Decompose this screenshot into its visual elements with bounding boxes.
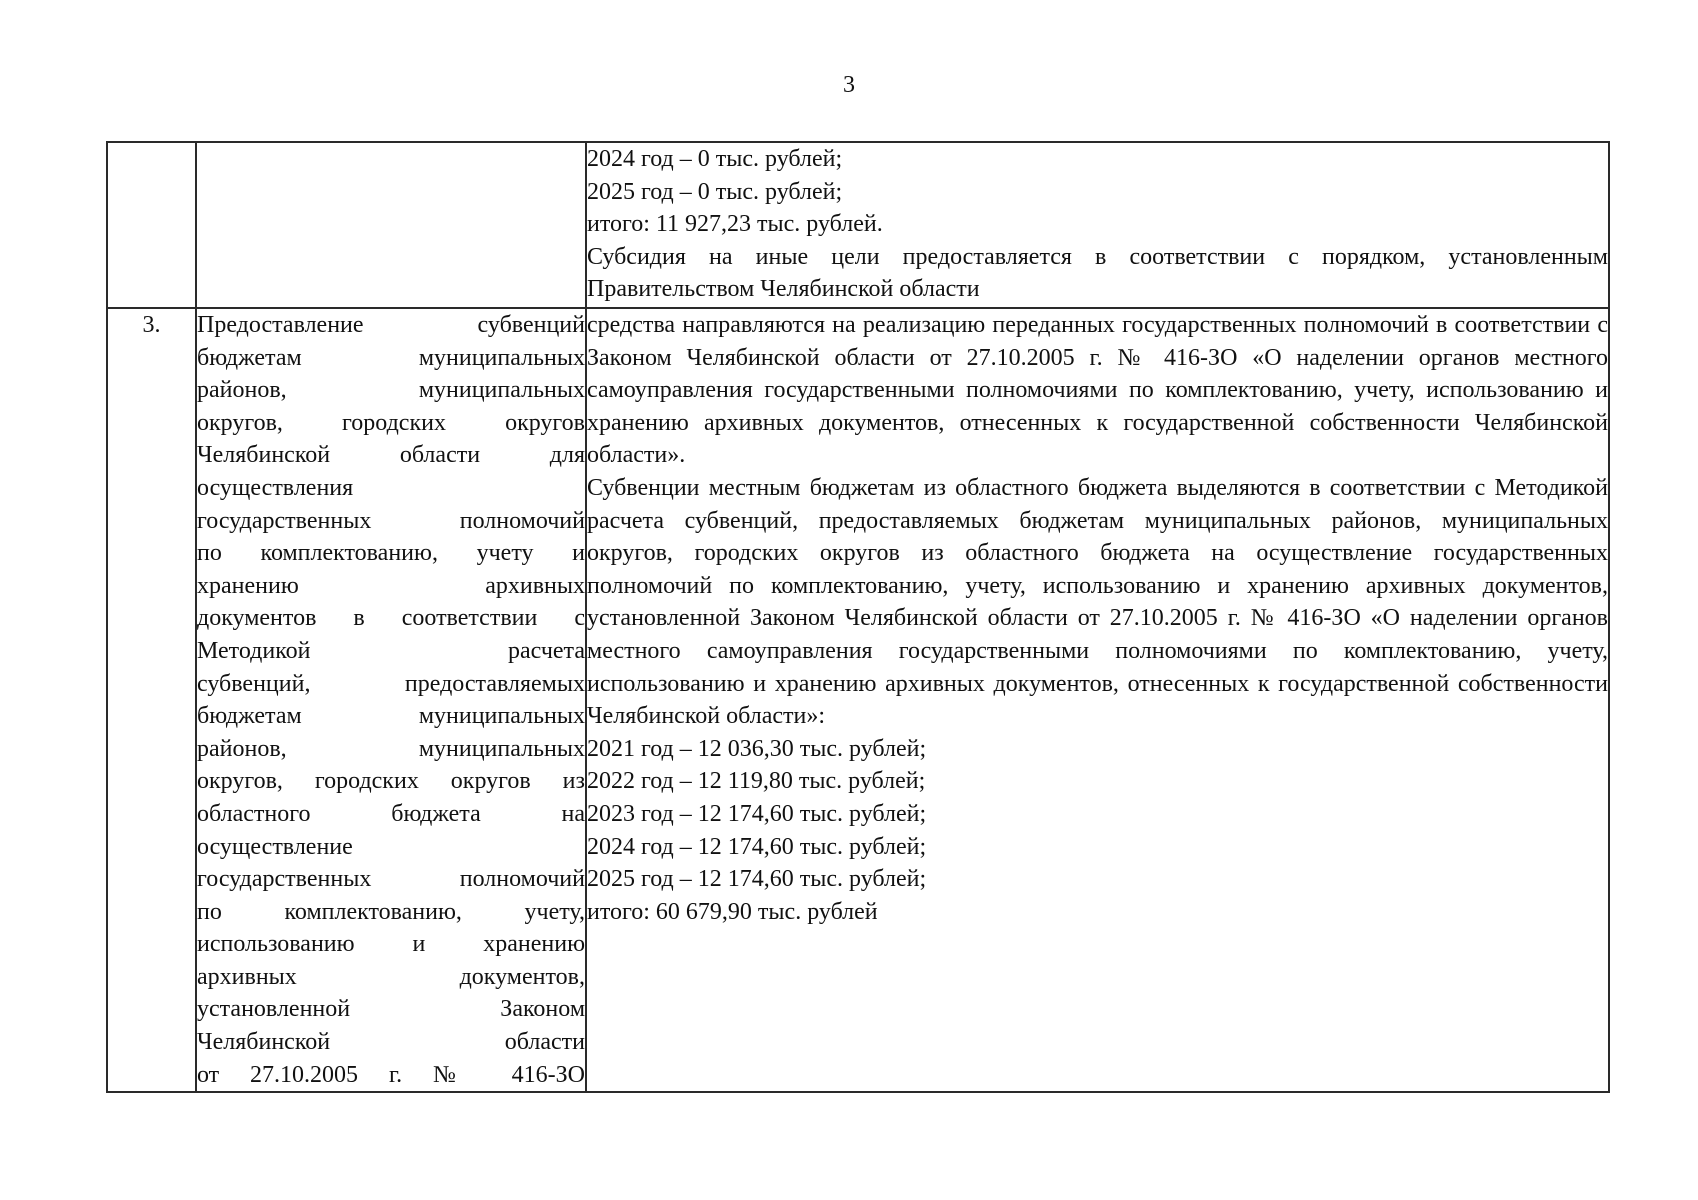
details-cell	[586, 308, 1609, 1092]
table-row	[107, 308, 1609, 1092]
description-line: по комплектованию, учету,	[197, 898, 585, 925]
methodology-paragraph: Субвенции местным бюджетам из областного бюджета выделяются в соответствии с Методикой расчета субвенций, предоставляемых бюджетам муниципальных районов, муниципальных округов, городских округов из областного бюджета на осуществление государственных полномочий по комплектованию, учету, использованию и хранению архивных документов, установленной Законом Челябинской области от 27.10.2005 г. № 416-ЗО «О наделении органов местного самоуправления государственными полномочиями по комплектованию, учету, использованию и хранению архивных документов, отнесенных к государственной собственности Челябинской области»:	[587, 474, 1608, 730]
page-number: 3	[843, 72, 855, 98]
amount-line: 2022 год – 12 119,80 тыс. рублей;	[587, 768, 926, 795]
total-line: итого: 11 927,23 тыс. рублей.	[587, 211, 883, 238]
description-line: субвенций, предоставляемых	[197, 670, 585, 697]
description-line: Методикой расчета	[197, 637, 585, 664]
description-line: установленной Законом	[197, 996, 585, 1023]
description-line: от 27.10.2005 г. № 416-ЗО	[197, 1061, 585, 1088]
amount-line: 2025 год – 12 174,60 тыс. рублей;	[587, 866, 927, 893]
details-cell	[586, 142, 1609, 308]
description-line: Предоставление субвенций	[197, 312, 585, 338]
description-line: округов, городских округов из	[197, 768, 585, 795]
subsidy-paragraph: Субсидия на иные цели предоставляется в соответствии с порядком, установленным Правительством Челябинской области	[587, 243, 1608, 303]
description-cell	[196, 308, 586, 1092]
amount-line: 2021 год – 12 036,30 тыс. рублей;	[587, 735, 927, 762]
description-line: областного бюджета на	[197, 800, 585, 827]
amount-line: 2025 год – 0 тыс. рублей;	[587, 178, 843, 205]
funding-paragraph: средства направляются на реализацию переданных государственных полномочий в соответствии с Законом Челябинской области от 27.10.2005 г. № 416-ЗО «О наделении органов местного самоуправления государственными полномочиями по комплектованию, учету, использованию и хранению архивных документов, отнесенных к государственной собственности Челябинской области».	[587, 312, 1608, 469]
description-line: бюджетам муниципальных	[197, 703, 585, 730]
description-line: Челябинской области для	[197, 442, 585, 469]
description-line: государственных полномочий	[197, 866, 585, 893]
row-number-cell: 3.	[107, 308, 196, 1092]
description-line: Челябинской области	[197, 1029, 585, 1056]
amount-line: 2024 год – 0 тыс. рублей;	[587, 146, 843, 172]
description-line: государственных полномочий	[197, 507, 585, 534]
description-line: использованию и хранению	[197, 931, 585, 958]
description-line: осуществление	[197, 833, 353, 860]
amount-line: 2023 год – 12 174,60 тыс. рублей;	[587, 800, 927, 827]
description-line: хранению архивных	[197, 572, 585, 599]
description-cell	[196, 142, 586, 308]
row-number-cell	[107, 142, 196, 308]
description-line: округов, городских округов	[197, 409, 585, 436]
description-line: по комплектованию, учету и	[197, 540, 585, 567]
document-table	[106, 141, 1610, 1093]
total-line: итого: 60 679,90 тыс. рублей	[587, 898, 878, 925]
description-line: районов, муниципальных	[197, 377, 585, 404]
description-line: районов, муниципальных	[197, 735, 585, 762]
description-line: осуществления	[197, 474, 354, 501]
description-line: архивных документов,	[197, 963, 585, 990]
description-line: документов в соответствии с	[197, 605, 585, 632]
description-line: бюджетам муниципальных	[197, 344, 585, 371]
table-row	[107, 142, 1609, 308]
amount-line: 2024 год – 12 174,60 тыс. рублей;	[587, 833, 927, 860]
